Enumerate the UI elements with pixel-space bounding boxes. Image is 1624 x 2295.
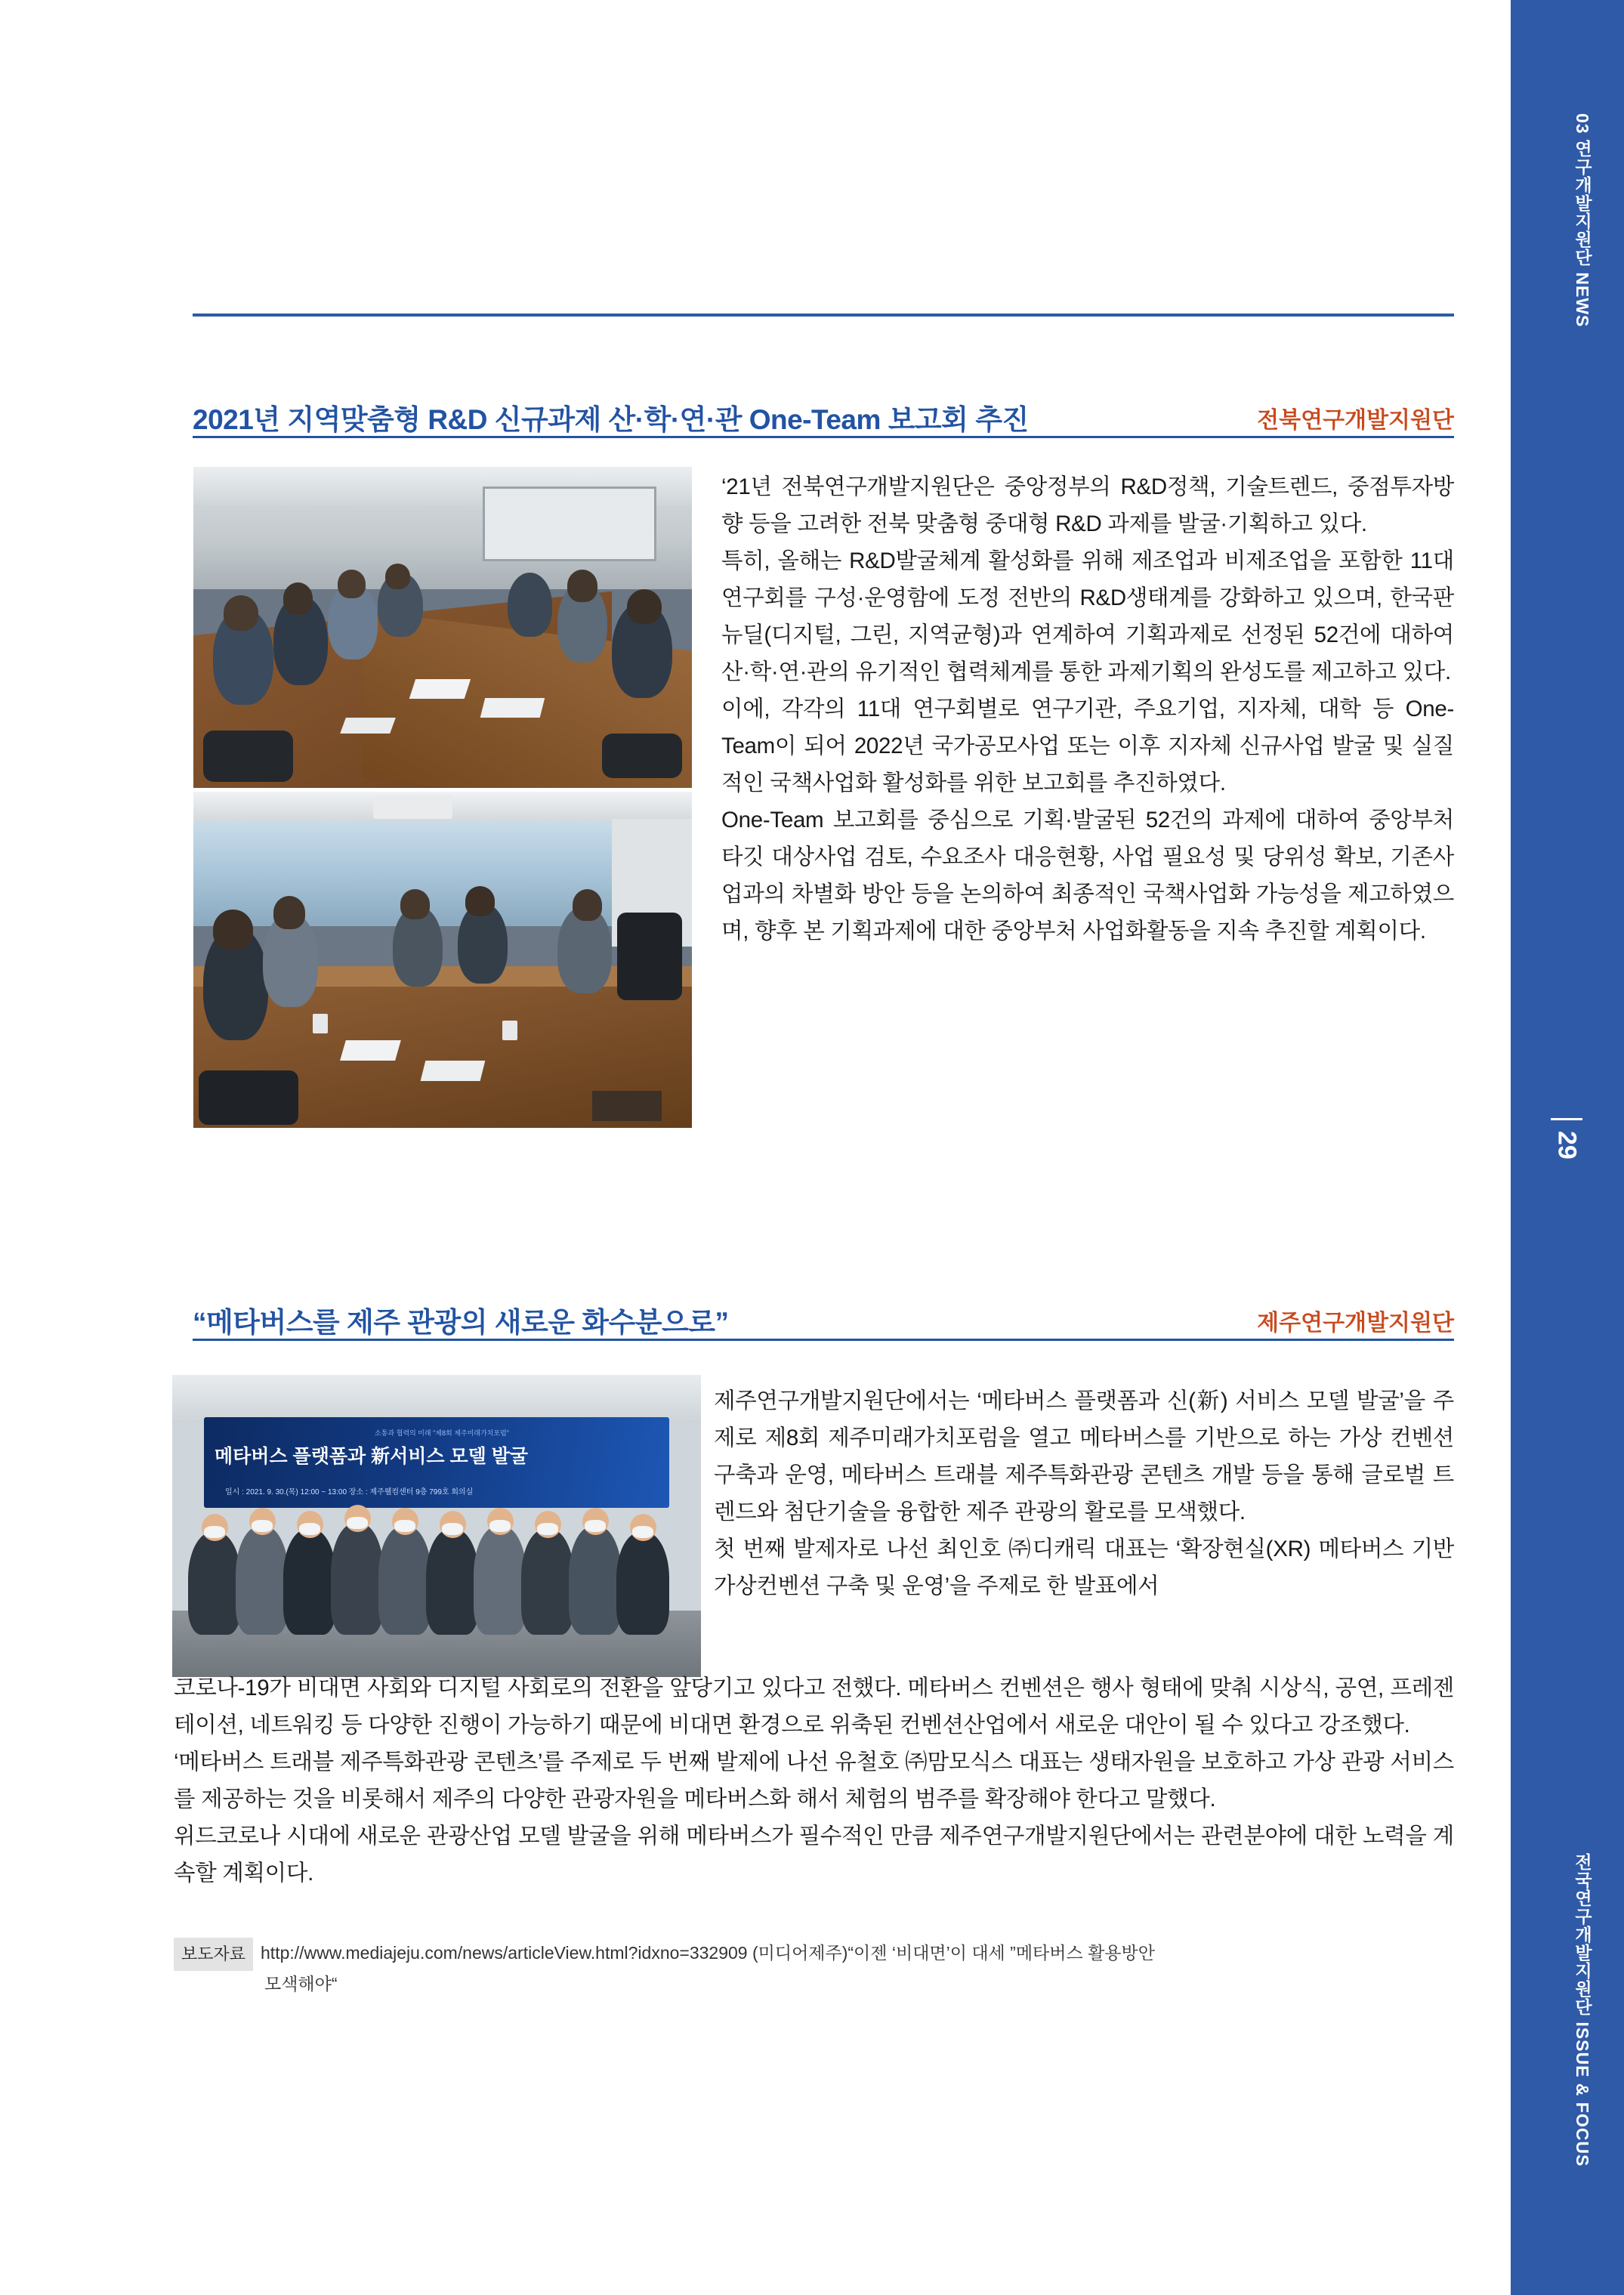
article-2-paragraph-1: 제주연구개발지원단에서는 ‘메타버스 플랫폼과 신(新) 서비스 모델 발굴’을 주제로 제8회 제주미래가치포럼을 열고 메타버스를 기반으로 하는 가상 컨벤션 구축과 운영, 메타버스 트래블 제주특화관광 콘텐츠 개발 등을 통해 글로벌 트렌드와 첨단기술을 융합한 제주 관광의 활로를 모색했다. bbox=[714, 1388, 1454, 1524]
page-number-rule bbox=[1551, 1118, 1582, 1120]
article-1-body bbox=[721, 468, 1454, 950]
article-2-org: 제주연구개발지원단 bbox=[1257, 1311, 1454, 1336]
page-number: 29 bbox=[1552, 1131, 1582, 1160]
source-url-line2: 모색해야“ bbox=[264, 1974, 338, 1994]
forum-banner-tag: 소통과 협력의 미래 "제8회 제주미래가치포럼" bbox=[375, 1429, 509, 1437]
article-2-title: “메타버스를 제주 관광의 새로운 화수분으로” bbox=[193, 1307, 729, 1338]
source-badge: 보도자료 bbox=[174, 1938, 253, 1971]
sidebar-label-bottom: 전국연구개발지원단 ISSUE & FOCUS bbox=[1573, 1852, 1592, 2167]
article-1-paragraph-2: 특히, 올해는 R&D발굴체계 활성화를 위해 제조업과 비제조업을 포함한 11대 연구회를 구성·운영함에 도정 전반의 R&D생태계를 강화하고 있으며, 한국판 뉴딜(디지털, 그린, 지역균형)과 연계하여 기획과제로 선정된 52건에 대하여 산·학·연·관의 유기적인 협력체계를 통한 과제기획의 완성도를 제고하고 있다. bbox=[721, 548, 1454, 684]
meeting-photo-2 bbox=[193, 792, 692, 1128]
source-url[interactable]: http://www.mediajeju.com/news/articleView.html?idxno=332909 (미디어제주)“이젠 ‘비대면’이 대세 ”메타버스 활용방안 bbox=[261, 1943, 1155, 1963]
sidebar-label-top: 03 연구개발지원단 NEWS bbox=[1573, 113, 1592, 328]
top-divider bbox=[193, 314, 1454, 317]
right-sidebar bbox=[1511, 0, 1624, 2295]
meeting-photo-1 bbox=[193, 467, 692, 788]
article-2-rule bbox=[193, 1339, 1454, 1341]
article-1-paragraph-4: One-Team 보고회를 중심으로 기획·발굴된 52건의 과제에 대하여 중앙부처 타깃 대상사업 검토, 수요조사 대응현황, 사업 필요성 및 당위성 확보, 기존사업과의 차별화 방안 등을 논의하여 최종적인 국책사업화 가능성을 제고하였으며, 향후 본 기획과제에 대한 중앙부처 사업화활동을 지속 추진할 계획이다. bbox=[721, 808, 1454, 944]
article-2-paragraph-3: 코로나-19가 비대면 사회와 디지털 사회로의 전환을 앞당기고 있다고 전했다. 메타버스 컨벤션은 행사 형태에 맞춰 시상식, 공연, 프레젠테이션, 네트워킹 등 다양한 진행이 가능하기 때문에 비대면 환경으로 위축된 컨벤션산업에서 새로운 대안이 될 수 있다고 강조했다. bbox=[174, 1676, 1454, 1737]
page-number-block bbox=[1544, 1118, 1589, 1163]
article-1-paragraph-3: 이에, 각각의 11대 연구회별로 연구기관, 주요기업, 지자체, 대학 등 One-Team이 되어 2022년 국가공모사업 또는 이후 지자체 신규사업 발굴 및 실질적인 국책사업화 활성화를 위한 보고회를 추진하였다. bbox=[721, 697, 1454, 795]
article-2-paragraph-4: ‘메타버스 트래블 제주특화관광 콘텐츠’를 주제로 두 번째 발제에 나선 유철호 ㈜맘모식스 대표는 생태자원을 보호하고 가상 관광 서비스를 제공하는 것을 비롯해서 제주의 다양한 관광자원을 메타버스화 해서 체험의 범주를 확장해야 한다고 말했다. bbox=[174, 1750, 1454, 1812]
forum-group-photo bbox=[172, 1375, 701, 1677]
article-1-title: 2021년 지역맞춤형 R&D 신규과제 산·학·연·관 One-Team 보고회 추진 bbox=[193, 404, 1029, 435]
forum-banner-title: 메타버스 플랫폼과 新서비스 모델 발굴 bbox=[215, 1446, 529, 1467]
article-1-rule bbox=[193, 436, 1454, 438]
article-2-paragraph-5: 위드코로나 시대에 새로운 관광산업 모델 발굴을 위해 메타버스가 필수적인 만큼 제주연구개발지원단에서는 관련분야에 대한 노력을 계속할 계획이다. bbox=[174, 1824, 1454, 1886]
source-line bbox=[174, 1938, 1458, 1997]
article-2-paragraph-2: 첫 번째 발제자로 나선 최인호 ㈜디캐릭 대표는 ‘확장현실(XR) 메타버스 기반 가상컨벤션 구축 및 운영’을 주제로 한 발표에서 bbox=[714, 1537, 1454, 1598]
article-1-org: 전북연구개발지원단 bbox=[1257, 408, 1454, 433]
forum-banner-subtitle: 일시 : 2021. 9. 30.(목) 12:00 ~ 13:00 장소 : 제주웰컴센터 9층 799호 회의실 bbox=[225, 1488, 474, 1497]
article-2-body-top bbox=[714, 1382, 1454, 1605]
article-2-body-bottom bbox=[174, 1670, 1454, 1892]
article-1-paragraph-1: ‘21년 전북연구개발지원단은 중앙정부의 R&D정책, 기술트렌드, 중점투자방향 등을 고려한 전북 맞춤형 중대형 R&D 과제를 발굴·기획하고 있다. bbox=[721, 474, 1454, 536]
